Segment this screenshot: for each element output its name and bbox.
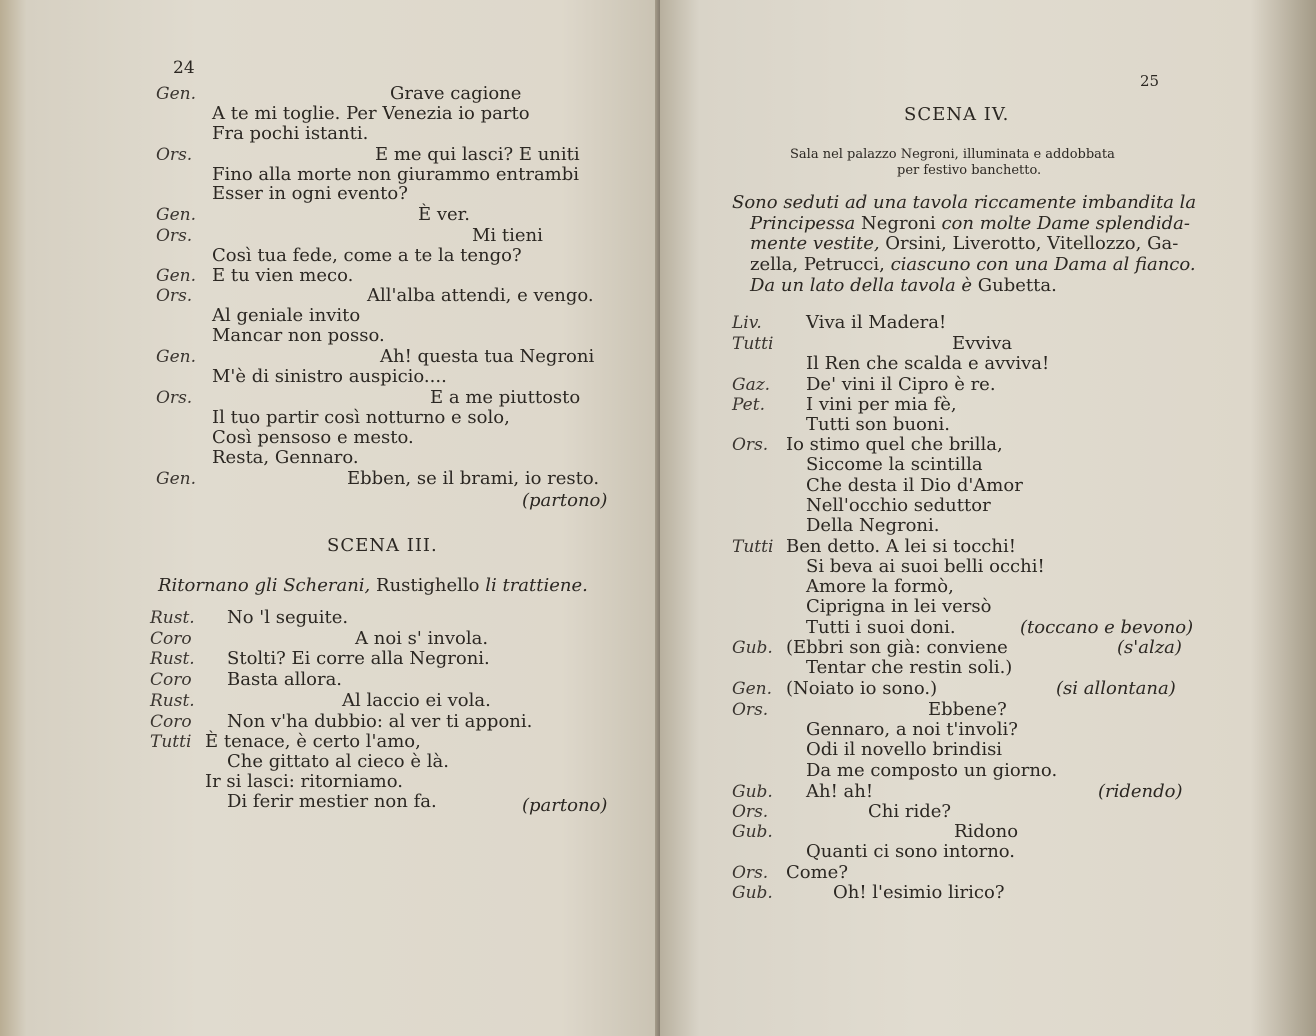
verse-line: All'alba attendi, e vengo. (367, 285, 594, 306)
speaker-label: Ors. (732, 802, 769, 822)
scene-heading: SCENA III. (327, 535, 438, 556)
verse-line: Al laccio ei vola. (342, 690, 491, 711)
speaker-label: Gub. (732, 822, 773, 842)
setting-caption: Sala nel palazzo Negroni, illuminata e addobbata (790, 147, 1115, 162)
verse-line: Che desta il Dio d'Amor (806, 475, 1023, 496)
verse-line: Ebbene? (928, 699, 1007, 720)
speaker-label: Ors. (732, 863, 769, 883)
direction-segment: Gubetta. (972, 275, 1057, 296)
verse-line: Fino alla morte non giurammo entrambi (212, 164, 580, 185)
verse-line: È tenace, è certo l'amo, (205, 731, 421, 752)
verse-line: Nell'occhio seduttor (806, 495, 991, 516)
verse-line: Esser in ogni evento? (212, 183, 408, 204)
speaker-label: Ors. (156, 388, 193, 408)
direction-segment: Orsini, Liverotto, Vitellozzo, Ga- (879, 233, 1179, 254)
stage-direction: (partono) (522, 490, 608, 511)
verse-line: Ben detto. A lei si tocchi! (786, 536, 1016, 557)
verse-line: M'è di sinistro auspicio.... (212, 366, 447, 387)
direction-segment: ciascuno con una Dama al fianco. (890, 254, 1196, 275)
verse-line: Così pensoso e mesto. (212, 427, 414, 448)
direction-line (750, 255, 1196, 275)
speaker-label: Coro (150, 712, 192, 732)
speaker-label: Rust. (150, 608, 195, 628)
speaker-label: Ors. (156, 226, 193, 246)
verse-line: Da me composto un giorno. (806, 760, 1058, 781)
speaker-label: Gen. (732, 679, 772, 699)
direction-segment: Rustighello (370, 575, 486, 596)
verse-line: Ridono (954, 821, 1019, 842)
direction-line (750, 234, 1178, 254)
verse-line: Ebben, se il brami, io resto. (347, 468, 600, 489)
verse-line: Tutti i suoi doni. (806, 617, 956, 638)
verse-line: A noi s' invola. (355, 628, 489, 649)
direction-segment: Sono seduti ad una tavola riccamente imbandita la (732, 192, 1197, 213)
setting-caption: per festivo banchetto. (897, 163, 1042, 178)
verse-line: Della Negroni. (806, 515, 940, 536)
verse-line: Evviva (952, 333, 1013, 354)
direction-segment: Principessa (750, 213, 856, 234)
verse-line: Grave cagione (390, 83, 522, 104)
speaker-label: Pet. (732, 395, 765, 415)
verse-line: Amore la formò, (806, 576, 954, 597)
direction-segment: zella, Petrucci, (750, 254, 891, 275)
direction-segment: mente vestite, (750, 233, 880, 254)
speaker-label: Rust. (150, 649, 195, 669)
speaker-label: Gen. (156, 347, 196, 367)
verse-line: Al geniale invito (212, 305, 361, 326)
verse-line: Quanti ci sono intorno. (806, 841, 1016, 862)
speaker-label: Tutti (150, 732, 192, 752)
verse-line: Di ferir mestier non fa. (227, 791, 437, 812)
speaker-label: Gub. (732, 638, 773, 658)
speaker-label: Ors. (732, 700, 769, 720)
scene-heading: SCENA IV. (904, 104, 1010, 125)
direction-line (732, 193, 1196, 213)
direction-segment: li trattiene. (485, 575, 588, 596)
verse-line: Ir si lasci: ritorniamo. (205, 771, 403, 792)
stage-direction: (toccano e bevono) (1020, 617, 1194, 638)
verse-line: Viva il Madera! (806, 312, 947, 333)
verse-line: Io stimo quel che brilla, (786, 434, 1003, 455)
verse-line: Così tua fede, come a te la tengo? (212, 245, 522, 266)
speaker-label: Liv. (732, 313, 762, 333)
verse-line: De' vini il Cipro è re. (806, 374, 996, 395)
page-number: 24 (173, 58, 195, 78)
verse-line: Ciprigna in lei versò (806, 596, 992, 617)
verse-line: Il Ren che scalda e avviva! (806, 353, 1050, 374)
verse-line: (Noiato io sono.) (786, 678, 938, 699)
speaker-label: Ors. (732, 435, 769, 455)
direction-segment: Da un lato della tavola è (750, 275, 973, 296)
stage-direction: (ridendo) (1098, 781, 1183, 802)
speaker-label: Gub. (732, 883, 773, 903)
speaker-label: Gen. (156, 205, 196, 225)
direction-segment: Ritornano gli Scherani, (158, 575, 371, 596)
verse-line: E tu vien meco. (212, 265, 354, 286)
speaker-label: Gaz. (732, 375, 771, 395)
speaker-label: Coro (150, 629, 192, 649)
speaker-label: Gen. (156, 469, 196, 489)
speaker-label: Tutti (732, 334, 774, 354)
verse-line: Si beva ai suoi belli occhi! (806, 556, 1045, 577)
verse-line: Il tuo partir così notturno e solo, (212, 407, 510, 428)
speaker-label: Gub. (732, 782, 773, 802)
verse-line: Oh! l'esimio lirico? (833, 882, 1005, 903)
verse-line: Resta, Gennaro. (212, 447, 359, 468)
speaker-label: Ors. (156, 286, 193, 306)
stage-direction: (si allontana) (1056, 678, 1176, 699)
verse-line: Fra pochi istanti. (212, 123, 369, 144)
stage-direction (158, 576, 588, 596)
speaker-label: Gen. (156, 84, 196, 104)
verse-line: Come? (786, 862, 848, 883)
verse-line: Ah! ah! (806, 781, 874, 802)
direction-segment: con molte Dame splendida- (941, 213, 1190, 234)
verse-line: E me qui lasci? E uniti (375, 144, 580, 165)
verse-line: Basta allora. (227, 669, 343, 690)
verse-line: A te mi toglie. Per Venezia io parto (212, 103, 530, 124)
speaker-label: Tutti (732, 537, 774, 557)
verse-line: È ver. (418, 204, 471, 225)
speaker-label: Coro (150, 670, 192, 690)
verse-line: Tutti son buoni. (806, 414, 950, 435)
verse-line: Odi il novello brindisi (806, 739, 1003, 760)
direction-segment: Negroni (855, 213, 942, 234)
right-page (660, 0, 1316, 1036)
verse-line: Chi ride? (868, 801, 952, 822)
speaker-label: Rust. (150, 691, 195, 711)
direction-line (750, 276, 1057, 296)
verse-line: Gennaro, a noi t'involi? (806, 719, 1018, 740)
direction-line (750, 214, 1190, 234)
verse-line: Ah! questa tua Negroni (380, 346, 595, 367)
verse-line: No 'l seguite. (227, 607, 349, 628)
verse-line: Siccome la scintilla (806, 454, 983, 475)
verse-line: Che gittato al cieco è là. (227, 751, 449, 772)
speaker-label: Ors. (156, 145, 193, 165)
verse-line: Non v'ha dubbio: al ver ti apponi. (227, 711, 533, 732)
verse-line: Mancar non posso. (212, 325, 385, 346)
verse-line: Stolti? Ei corre alla Negroni. (227, 648, 490, 669)
verse-line: Tentar che restin soli.) (806, 657, 1013, 678)
speaker-label: Gen. (156, 266, 196, 286)
stage-direction: (s'alza) (1117, 637, 1182, 658)
verse-line: I vini per mia fè, (806, 394, 957, 415)
page-number: 25 (1140, 72, 1160, 90)
verse-line: (Ebbri son già: conviene (786, 637, 1008, 658)
stage-direction: (partono) (522, 795, 608, 816)
verse-line: Mi tieni (472, 225, 543, 246)
verse-line: E a me piuttosto (430, 387, 581, 408)
